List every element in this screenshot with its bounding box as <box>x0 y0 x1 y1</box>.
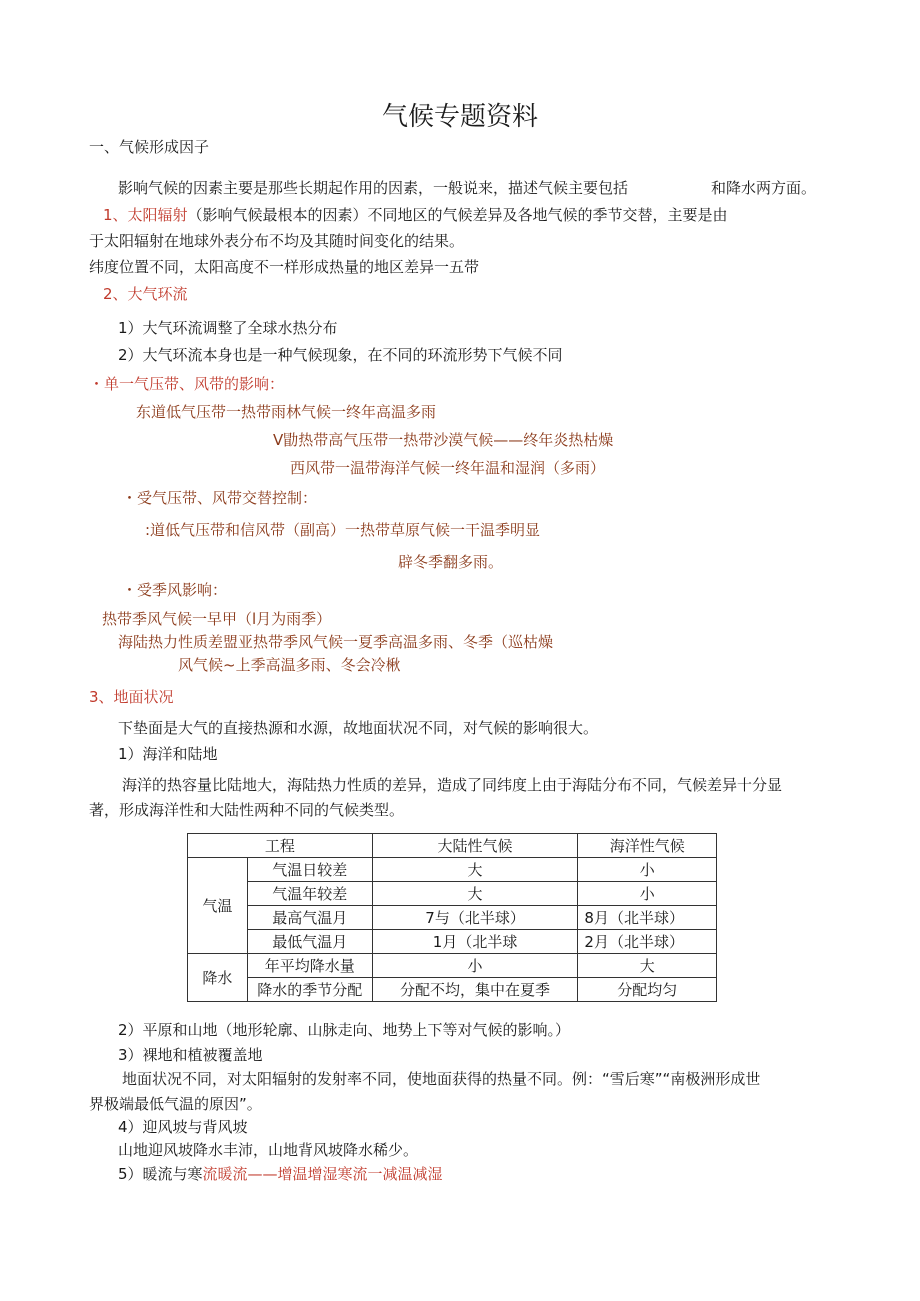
factor-3-point-1-text-2: 著，形成海洋性和大陆性两种不同的气候类型。 <box>89 801 405 819</box>
monsoon-heading: ・受季风影响： <box>122 581 228 599</box>
factor-3-intro: 下垫面是大气的直接热源和水源，故地面状况不同，对气候的影响很大。 <box>118 719 599 737</box>
table-cell: 大 <box>372 882 578 906</box>
factor-3-point-5-label: 5）暖流与寒 <box>118 1165 203 1183</box>
monsoon-line-1: 热带季风气候一早甲（l月为雨季） <box>102 610 332 628</box>
single-belt-line-1: 东道低气压带一热带雨林气候一终年高温多雨 <box>136 403 437 421</box>
factor-3-label: 3、地面状况 <box>89 688 174 706</box>
alternating-line-2: 辟冬季翻多雨。 <box>398 553 504 571</box>
intro-text-a: 影响气候的因素主要是那些长期起作用的因素，一般说来，描述气候主要包括 <box>118 179 629 197</box>
table-cell: 气温日较差 <box>247 858 372 882</box>
factor-3-point-3: 3）裸地和植被覆盖地 <box>118 1046 263 1064</box>
factor-3-point-5-text: 流暖流——增温增湿寒流一减温减湿 <box>202 1165 443 1183</box>
factor-3-point-4-text: 山地迎风坡降水丰沛，山地背风坡降水稀少。 <box>118 1141 419 1159</box>
table-cell: 2月（北半球） <box>578 930 717 954</box>
table-cell: 小 <box>578 882 717 906</box>
table-cell: 年平均降水量 <box>247 954 372 978</box>
single-belt-heading: ・单一气压带、风带的影响： <box>89 375 285 393</box>
table-header-cell: 海洋性气候 <box>578 834 717 858</box>
factor-2-label: 2、大气环流 <box>103 285 188 303</box>
table-cell: 大 <box>578 954 717 978</box>
factor-1-text-3: 纬度位置不同，太阳高度不一样形成热量的地区差异一五带 <box>89 258 480 276</box>
factor-3-point-4: 4）迎风坡与背风坡 <box>118 1118 248 1136</box>
table-row <box>188 858 717 882</box>
factor-3-point-1-text: 海洋的热容量比陆地大，海陆热力性质的差异，造成了同纬度上由于海陆分布不同，气候差异十分显 <box>122 776 783 794</box>
table-cell: 8月（北半球） <box>578 906 717 930</box>
factor-3-point-2: 2）平原和山地（地形轮廓、山脉走向、地势上下等对气候的影响。） <box>118 1021 571 1039</box>
factor-1-text-2: 于太阳辐射在地球外表分布不均及其随时间变化的结果。 <box>89 232 465 250</box>
table-header-row <box>188 834 717 858</box>
alternating-line-1: :道低气压带和信风带（副高）一热带草原气候一干温季明显 <box>145 521 541 539</box>
table-cell: 分配均匀 <box>578 978 717 1002</box>
table-cell: 小 <box>578 858 717 882</box>
table-row <box>188 906 717 930</box>
factor-1-text: （影响气候最根本的因素）不同地区的气候差异及各地气候的季节交替，主要是由 <box>187 206 728 224</box>
table-row <box>188 954 717 978</box>
table-cell: 降水的季节分配 <box>247 978 372 1002</box>
table-cell: 7与（北半球） <box>372 906 578 930</box>
factor-1-label: 1、太阳辐射 <box>103 206 188 224</box>
table-cell: 最低气温月 <box>247 930 372 954</box>
table-header-cell: 大陆性气候 <box>372 834 578 858</box>
table-cell: 小 <box>372 954 578 978</box>
table-header-cell: 工程 <box>188 834 373 858</box>
table-group-label-temperature: 气温 <box>188 858 248 954</box>
factor-3-point-3-text-2: 界极端最低气温的原因”。 <box>89 1095 262 1113</box>
factor-3-point-5-line <box>118 1164 443 1184</box>
factor-3-point-3-text: 地面状况不同，对太阳辐射的发射率不同，使地面获得的热量不同。例：“雪后寒”“南极洲形成世 <box>122 1070 761 1088</box>
table-cell: 分配不均，集中在夏季 <box>372 978 578 1002</box>
section-heading-climate-factors: 一、气候形成因子 <box>89 138 210 156</box>
table-group-label-precipitation: 降水 <box>188 954 248 1002</box>
factor-2-point-2: 2）大气环流本身也是一种气候现象，在不同的环流形势下气候不同 <box>118 346 563 364</box>
alternating-heading: ・受气压带、风带交替控制： <box>122 489 318 507</box>
factor-1-line <box>103 205 728 225</box>
factor-2-point-1: 1）大气环流调整了全球水热分布 <box>118 319 338 337</box>
monsoon-line-2: 海陆热力性质差盟亚热带季风气候一夏季高温多雨、冬季（巡枯燥 <box>118 633 554 651</box>
factor-3-point-1: 1）海洋和陆地 <box>118 745 218 763</box>
intro-text-b: 和降水两方面。 <box>711 179 817 197</box>
table-cell: 大 <box>372 858 578 882</box>
table-row <box>188 978 717 1002</box>
single-belt-line-2: V勖热带高气压带一热带沙漠气候——终年炎热枯燥 <box>273 431 614 449</box>
table-cell: 1月（北半球 <box>372 930 578 954</box>
table-cell: 最高气温月 <box>247 906 372 930</box>
page-title: 气候专题资料 <box>381 102 538 132</box>
table-row <box>188 882 717 906</box>
table-row <box>188 930 717 954</box>
climate-comparison-table <box>187 833 717 1002</box>
monsoon-line-3: 风气候~上季高温多雨、冬会冷楸 <box>178 656 401 674</box>
table-cell: 气温年较差 <box>247 882 372 906</box>
single-belt-line-3: 西风带一温带海洋气候一终年温和湿润（多雨） <box>290 459 606 477</box>
